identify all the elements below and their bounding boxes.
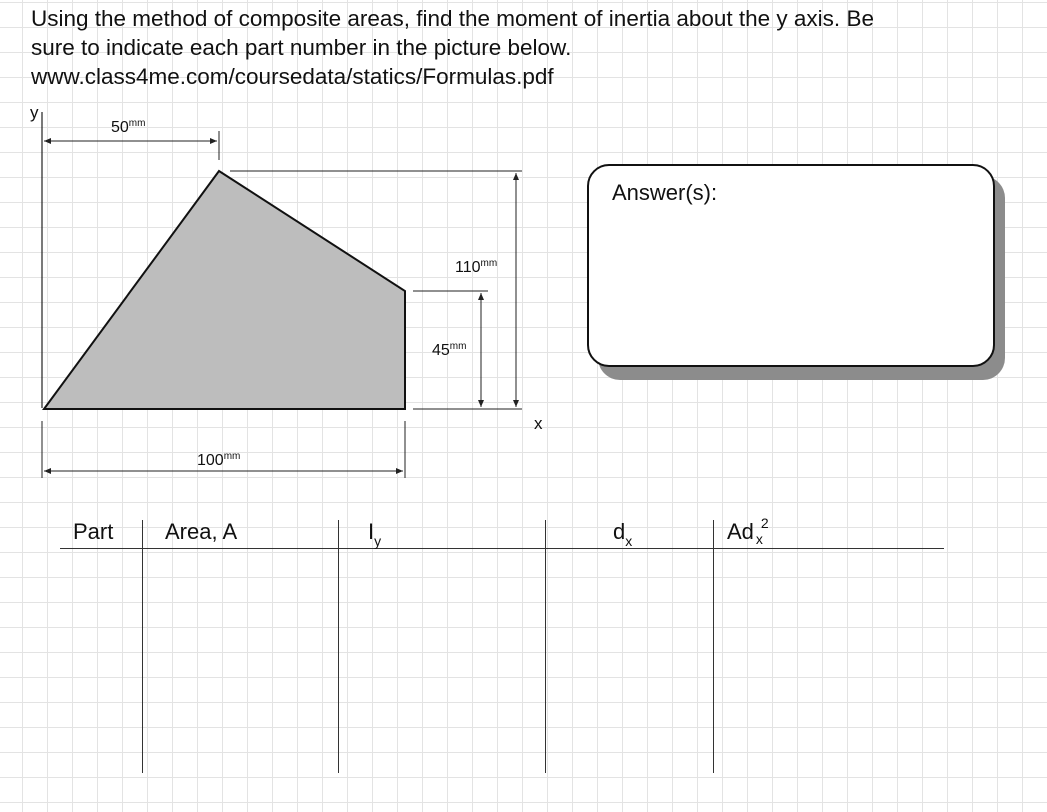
dim-110-value: 110 <box>455 259 481 276</box>
answer-label: Answer(s): <box>612 180 718 205</box>
header-part: Part <box>73 519 114 544</box>
y-axis-label: y <box>30 103 39 122</box>
dim-top-value: 50 <box>111 119 129 136</box>
header-dx <box>613 519 633 549</box>
header-dx-main: d <box>613 519 626 544</box>
header-dx-sub: x <box>625 533 633 549</box>
problem-line-2: sure to indicate each part number in the picture below. <box>31 35 572 60</box>
header-iy <box>368 519 382 549</box>
column-divider-1 <box>142 520 143 773</box>
formulas-url: www.class4me.com/coursedata/statics/Formulas.pdf <box>31 64 554 89</box>
composite-shape <box>44 171 405 409</box>
dim-bottom-unit: mm <box>223 451 241 462</box>
problem-line-1: Using the method of composite areas, find the moment of inertia about the y axis. Be <box>31 6 874 31</box>
header-adx2 <box>727 515 769 547</box>
header-iy-sub: y <box>374 533 382 549</box>
header-adx2-main: Ad <box>727 519 754 544</box>
dim-110-label <box>455 258 497 277</box>
dim-45-unit: mm <box>449 341 467 352</box>
dim-top-unit: mm <box>128 118 146 129</box>
column-divider-2 <box>338 520 339 773</box>
header-area: Area, A <box>165 519 238 544</box>
column-divider-3 <box>545 520 546 773</box>
dim-bottom-label <box>197 451 240 470</box>
header-adx2-sup: 2 <box>760 515 769 531</box>
header-iy-main: I <box>368 519 375 544</box>
dim-bottom-value: 100 <box>197 452 224 469</box>
dim-110-unit: mm <box>480 258 498 269</box>
table-header-rule <box>60 548 944 549</box>
column-divider-4 <box>713 520 714 773</box>
header-adx2-sub: x <box>755 531 763 547</box>
dim-45-label <box>432 341 466 360</box>
dim-45-value: 45 <box>432 342 450 359</box>
dim-top-label <box>111 118 145 137</box>
x-axis-label: x <box>534 414 543 433</box>
